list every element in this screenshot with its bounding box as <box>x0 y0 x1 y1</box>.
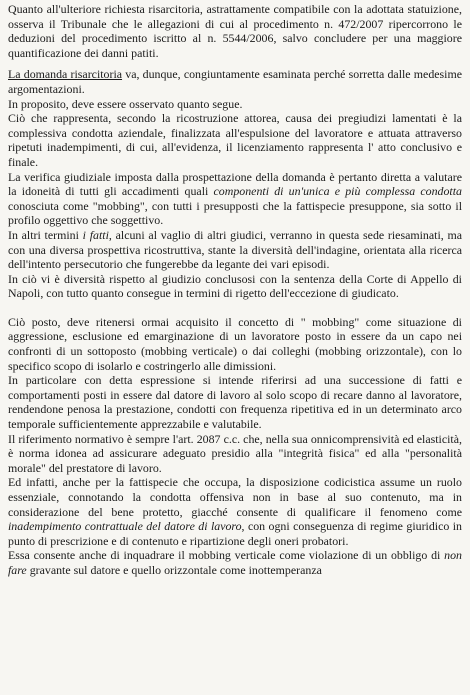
italic-phrase: non fare <box>8 548 462 577</box>
paragraph-riferimento-normativo <box>8 432 462 476</box>
paragraph-in-proposito <box>8 97 462 112</box>
paragraph-condotta-aziendale <box>8 111 462 169</box>
paragraph-successione-fatti <box>8 373 462 431</box>
paragraph-text: In proposito, deve essere osservato quanto segue. <box>8 96 243 111</box>
paragraph-spacer <box>8 301 462 315</box>
paragraph-text: Ciò posto, deve ritenersi ormai acquisito il concetto di " mobbing" come situazione di aggressione, esclusione ed emarginazione di un lavoratore posto in essere da un capo nei confronti di un sottoposto (mobbing verticale) o dai colleghi (mobbing orizzontale), con lo specifico scopo di isolarlo e costringerlo alle dimissioni. <box>8 314 462 373</box>
paragraph-text: va, dunque, congiuntamente esaminata perché sorretta dalle medesime argomentazioni. <box>8 67 462 96</box>
paragraph-text: La verifica giudiziale imposta dalla prospettazione della domanda è pertanto diretta a valutare la idoneità di tutti gli accadimenti quali <box>8 169 462 199</box>
paragraph-disposizione-codicistica <box>8 475 462 548</box>
paragraph-concetto-mobbing <box>8 315 462 373</box>
paragraph-text: gravante sul datore e quello orizzontale come inottemperanza <box>26 562 322 577</box>
paragraph-text: In altri termini <box>8 227 83 242</box>
paragraph-text: Ciò che rappresenta, secondo la ricostruzione attorea, causa dei pregiudizi lamentati è la complessiva condotta aziendale, finalizzata all'espulsione del lavoratore e attuata attraverso ripetuti inadempimenti, di cui, all'evidenza, il licenziamento rappresenta l' atto conclusivo e finale. <box>8 111 462 169</box>
italic-phrase: i fatti <box>82 227 109 242</box>
paragraph-text: Ed infatti, anche per la fattispecie che occupa, la disposizione codicistica assume un ruolo essenziale, connotando la condotta offensiva non in base al suo contenuto, ma in considerazione del bene protetto, giacché consente di qualificare il fenomeno come <box>8 475 462 519</box>
italic-phrase: componenti di un'unica e più complessa condotta <box>213 184 462 199</box>
underlined-heading: La domanda risarcitoria <box>8 67 123 82</box>
paragraph-text: conosciuta come "mobbing", con tutti i presupposti che la fattispecie presuppone, sia sotto il profilo oggettivo che soggettivo. <box>8 198 462 228</box>
paragraph-text: Essa consente anche di inquadrare il mobbing verticale come violazione di un obbligo di <box>8 548 445 563</box>
paragraph-text: In ciò vi è diversità rispetto al giudizio conclusosi con la sentenza della Corte di Appello di Napoli, con tutto quanto consegue in termini di rigetto dell'eccezione di giudicato. <box>8 271 462 301</box>
italic-phrase: inadempimento contrattuale del datore di lavoro <box>8 519 242 534</box>
paragraph-spacer <box>8 60 462 67</box>
paragraph-richiesta-risarcitoria <box>8 2 462 60</box>
paragraph-diversita-giudizio <box>8 272 462 301</box>
paragraph-text: , alcuni al vaglio di altri giudici, verranno in questa sede riesaminati, ma con una diversa prospettiva ricostruttiva, stante la diversità dell'indagine, orientata alla ricerca dell'intento persecutorio che fungerebbe da legante dei vari episodi. <box>8 227 462 272</box>
paragraph-domanda-risarcitoria <box>8 67 462 96</box>
paragraph-text: In particolare con detta espressione si intende riferirsi ad una successione di fatti e comportamenti posti in essere dal datore di lavoro al solo scopo di recare danno al lavoratore, rendendone penosa la prestazione, condotti con frequenza ripetitiva ed in un determinato arco temporale sufficientemente apprezzabile e valutabile. <box>8 373 462 432</box>
paragraph-text: Il riferimento normativo è sempre l'art. 2087 c.c. che, nella sua onnicomprensività ed elasticità, è norma idonea ad assicurare adeguato presidio alla "integrità fisica" ed alla "personalità morale" del prestatore di lavoro. <box>8 431 462 475</box>
paragraph-text: Quanto all'ulteriore richiesta risarcitoria, astrattamente compatibile con la adottata statuizione, osserva il Tribunale che le allegazioni di cui al procedimento n. 472/2007 ripercorrono le deduzioni del procedimento iscritto al n. 5544/2006, salvo concludere per una maggiore quantificazione dei danni patiti. <box>8 2 462 60</box>
paragraph-mobbing-verticale <box>8 548 462 577</box>
paragraph-verifica-giudiziale <box>8 170 462 228</box>
paragraph-in-altri-termini <box>8 228 462 272</box>
paragraph-text: , con ogni conseguenza di regime giuridico in punto di prescrizione e di contenuto e ripartizione degli oneri probatori. <box>8 519 462 548</box>
